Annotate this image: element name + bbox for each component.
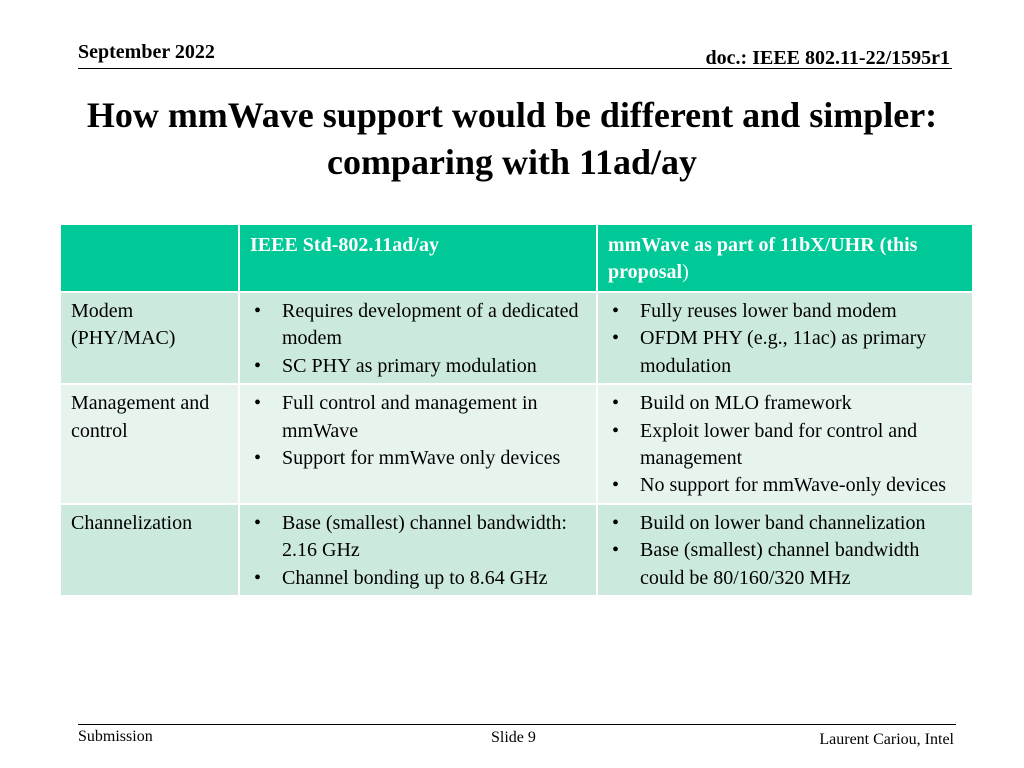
list-item: • OFDM PHY (e.g., 11ac) as primary modulation (608, 325, 962, 380)
list-item: • Requires development of a dedicated modem (250, 298, 586, 353)
list-item: • SC PHY as primary modulation (250, 353, 586, 380)
header-proposal-text: mmWave as part of 11bX/UHR (this proposal (608, 234, 918, 284)
header-date: September 2022 (78, 41, 215, 63)
footer-slide-number: Slide 9 (491, 729, 536, 746)
cell-management-proposal (597, 384, 973, 504)
header-proposal-paren: ) (682, 261, 689, 284)
footer-submission: Submission (78, 728, 153, 745)
list-item: • Channel bonding up to 8.64 GHz (250, 565, 586, 592)
header-doc-id: doc.: IEEE 802.11-22/1595r1 (705, 47, 950, 69)
cell-management-11ad-ay (239, 384, 597, 504)
table-row-management (60, 384, 973, 504)
header-cell-11ad-ay: IEEE Std-802.11ad/ay (239, 224, 597, 292)
row-label-modem: Modem (PHY/MAC) (60, 292, 239, 384)
comparison-table (59, 223, 974, 597)
header-cell-empty (60, 224, 239, 292)
list-item: • Build on MLO framework (608, 390, 962, 417)
list-item: • Build on lower band channelization (608, 510, 962, 537)
table-header-row (60, 224, 973, 292)
footer-divider (78, 724, 956, 725)
row-label-channelization: Channelization (60, 504, 239, 596)
cell-modem-proposal (597, 292, 973, 384)
row-label-management: Management and control (60, 384, 239, 504)
list-item: • Fully reuses lower band modem (608, 298, 962, 325)
cell-modem-11ad-ay (239, 292, 597, 384)
list-item: • No support for mmWave-only devices (608, 472, 962, 499)
header-cell-proposal (597, 224, 973, 292)
list-item: • Base (smallest) channel bandwidth could be 80/160/320 MHz (608, 537, 962, 592)
header-divider (78, 68, 952, 69)
cell-channelization-proposal (597, 504, 973, 596)
footer-author: Laurent Cariou, Intel (819, 731, 954, 748)
list-item: • Exploit lower band for control and management (608, 418, 962, 473)
list-item: • Full control and management in mmWave (250, 390, 586, 445)
list-item: • Support for mmWave only devices (250, 445, 586, 472)
cell-channelization-11ad-ay (239, 504, 597, 596)
slide-title: How mmWave support would be different and simpler: comparing with 11ad/ay (86, 95, 938, 182)
table-row-channelization (60, 504, 973, 596)
list-item: • Base (smallest) channel bandwidth: 2.16 GHz (250, 510, 586, 565)
table-row-modem (60, 292, 973, 384)
